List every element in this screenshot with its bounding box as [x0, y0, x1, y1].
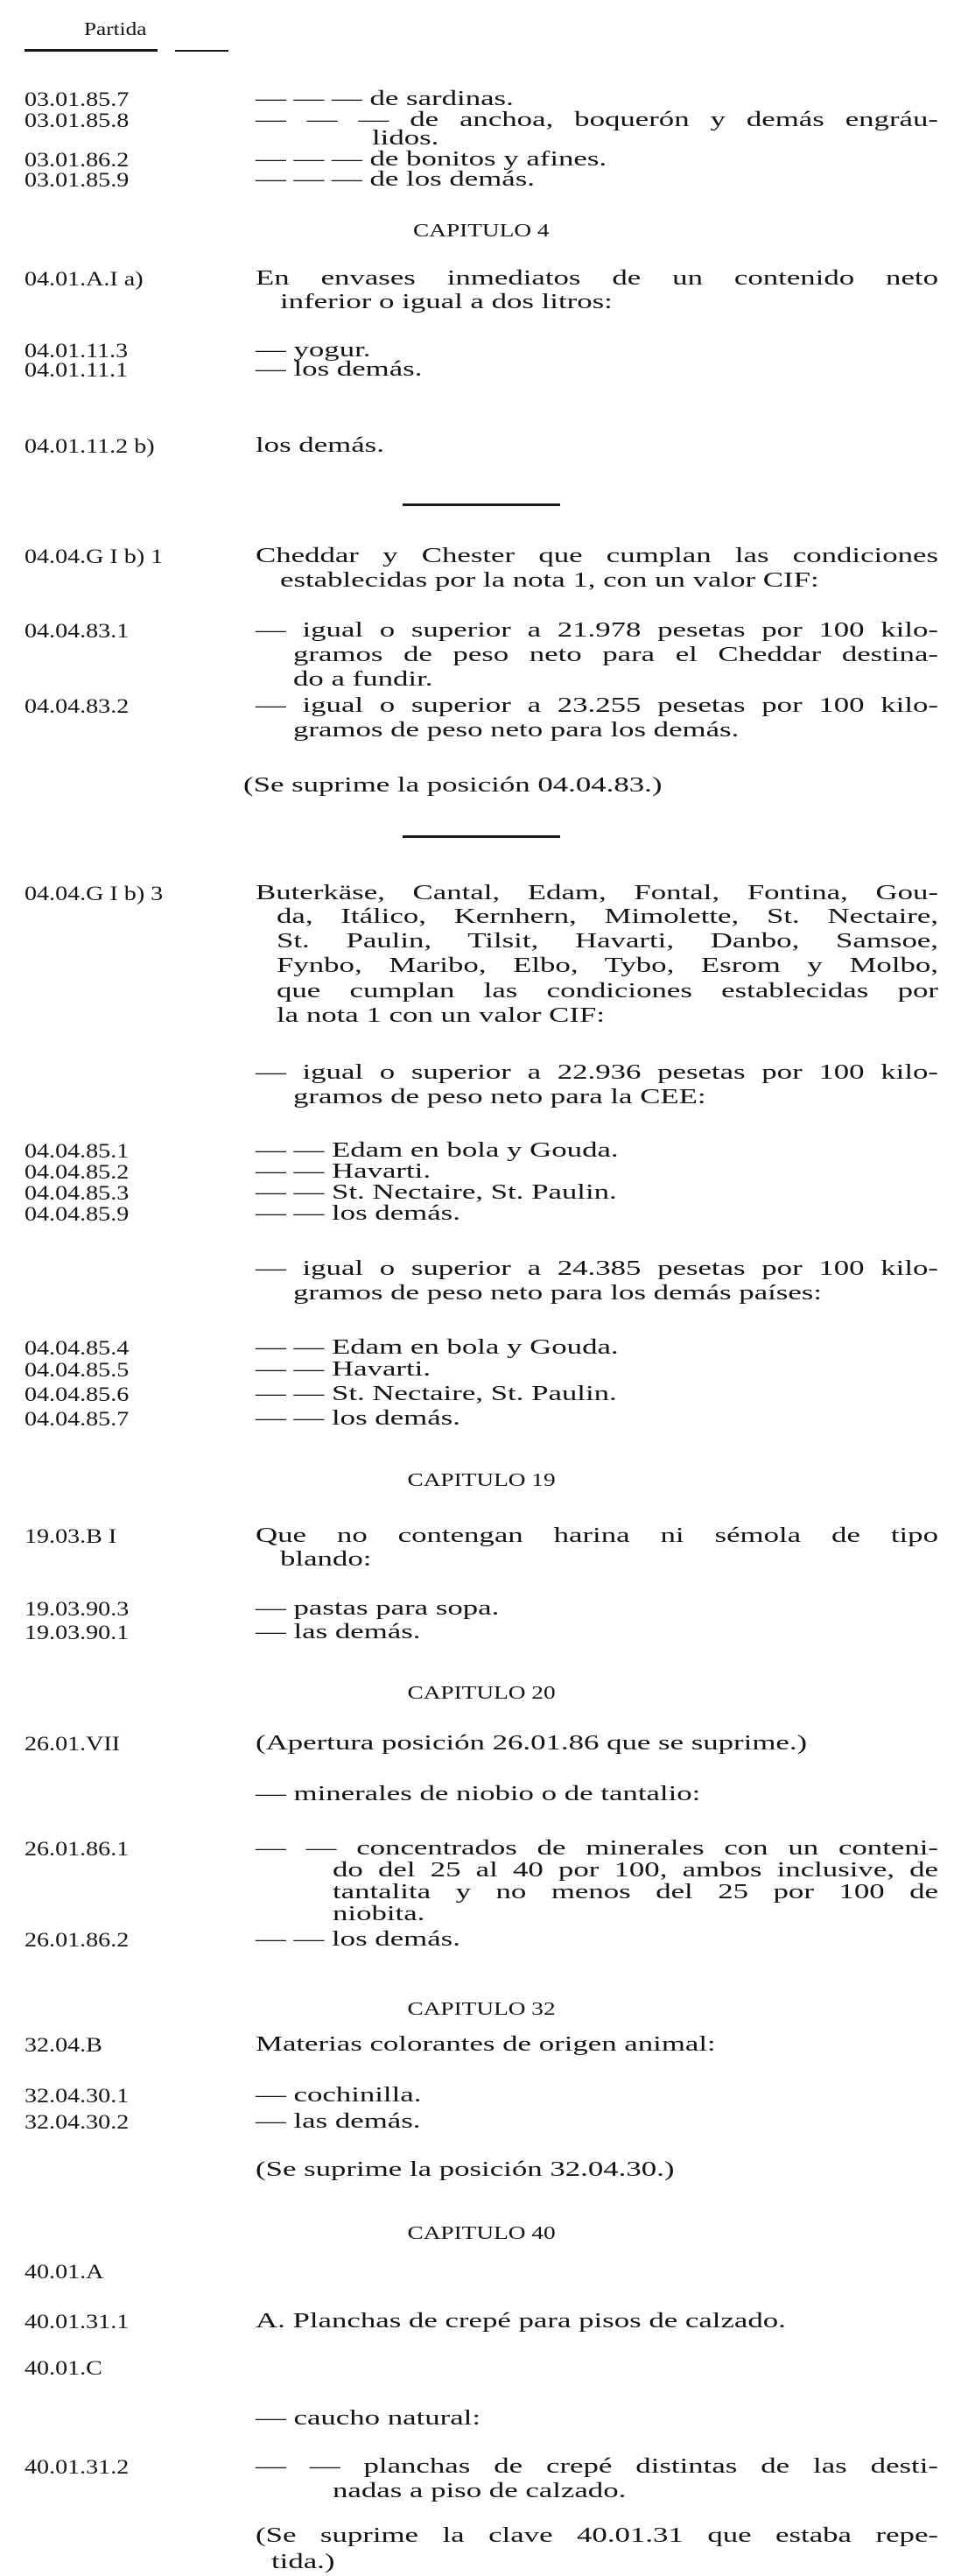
- description-line: tida.): [271, 2551, 335, 2573]
- description-line: — minerales de niobio o de tantalio:: [256, 1783, 701, 1805]
- description-line: — — — de bonitos y afines.: [256, 148, 607, 171]
- description-line: la nota 1 con un valor CIF:: [277, 1004, 606, 1027]
- description-line: — — — de sardinas.: [256, 88, 514, 110]
- tariff-code: 04.04.85.6: [25, 1383, 130, 1405]
- tariff-code: 19.03.B I: [25, 1525, 117, 1547]
- description-line: gramos de peso neto para la CEE:: [293, 1086, 706, 1109]
- description-line: — igual o superior a 24.385 pesetas por 100 kilo-: [256, 1257, 938, 1280]
- description-line: — — concentrados de minerales con un conteni-: [256, 1837, 938, 1860]
- tariff-code: 40.01.31.1: [25, 2311, 130, 2333]
- description-line: do a fundir.: [293, 668, 433, 691]
- description-line: Materias colorantes de origen animal:: [256, 2033, 716, 2056]
- description-line: da, Itálico, Kernhern, Mimolette, St. Nectaire,: [277, 905, 938, 928]
- tariff-code: 04.04.85.9: [25, 1203, 130, 1225]
- description-line: Cheddar y Chester que cumplan las condiciones: [256, 545, 938, 567]
- description-line: — — St. Nectaire, St. Paulin.: [256, 1383, 617, 1405]
- tariff-code: 03.01.85.9: [25, 169, 130, 191]
- description-line: Que no contengan harina ni sémola de tipo: [256, 1524, 938, 1547]
- header-underline-short: [175, 50, 228, 52]
- section-divider: [403, 503, 560, 506]
- description-line: gramos de peso neto para el Cheddar destina-: [293, 644, 938, 666]
- description-line: — — Havarti.: [256, 1358, 431, 1381]
- description-line: blando:: [280, 1548, 372, 1571]
- description-line: — las demás.: [256, 1621, 421, 1643]
- description-line: do del 25 al 40 por 100, ambos inclusive, de: [333, 1859, 938, 1882]
- description-line: (Se suprime la posición 32.04.30.): [256, 2158, 675, 2181]
- tariff-code: 04.04.85.7: [25, 1408, 130, 1430]
- description-line: — cochinilla.: [256, 2084, 422, 2107]
- tariff-code: 19.03.90.1: [25, 1622, 130, 1643]
- description-line: que cumplan las condiciones establecidas por: [277, 980, 938, 1003]
- tariff-code: 04.01.11.1: [25, 359, 129, 381]
- description-line: — — los demás.: [256, 1928, 460, 1951]
- description-line: lidos.: [372, 127, 439, 150]
- description-line: — caucho natural:: [256, 2407, 481, 2430]
- description-line: — igual o superior a 22.936 pesetas por 100 kilo-: [256, 1061, 938, 1084]
- description-line: — — planchas de crepé distintas de las desti-: [256, 2455, 938, 2478]
- chapter-heading: [0, 1681, 954, 1705]
- description-line: — — Edam en bola y Gouda.: [256, 1336, 619, 1359]
- tariff-code: 04.04.G I b) 3: [25, 883, 164, 904]
- tariff-code: 04.04.83.2: [25, 695, 130, 717]
- tariff-code: 04.04.G I b) 1: [25, 545, 164, 567]
- tariff-code: 26.01.VII: [25, 1733, 121, 1755]
- tariff-code: 40.01.A: [25, 2261, 104, 2283]
- tariff-code: 32.04.30.1: [25, 2085, 130, 2107]
- tariff-code: 04.04.85.2: [25, 1161, 130, 1183]
- chapter-heading: [0, 219, 954, 243]
- description-line: — yogur.: [256, 339, 371, 362]
- description-line: Buterkäse, Cantal, Edam, Fontal, Fontina, Gou-: [256, 882, 938, 904]
- description-line: — — — de anchoa, boquerón y demás engráu-: [256, 109, 938, 131]
- header-underline: [25, 49, 158, 52]
- description-line: — igual o superior a 21.978 pesetas por 100 kilo-: [256, 619, 938, 642]
- chapter-heading: [0, 1997, 954, 2021]
- tariff-code: 40.01.31.2: [25, 2456, 130, 2478]
- description-line: los demás.: [256, 434, 384, 457]
- chapter-heading-text: CAPITULO 19: [407, 1469, 556, 1490]
- tariff-code: 19.03.90.3: [25, 1598, 130, 1620]
- tariff-code: 04.04.85.4: [25, 1337, 130, 1359]
- description-line: nadas a piso de calzado.: [333, 2480, 627, 2502]
- tariff-code: 32.04.B: [25, 2034, 102, 2056]
- description-line: — — St. Nectaire, St. Paulin.: [256, 1181, 617, 1204]
- tariff-code: 03.01.85.8: [25, 109, 130, 131]
- description-line: niobita.: [333, 1903, 425, 1925]
- description-line: St. Paulin, Tilsit, Havarti, Danbo, Samsoe,: [277, 930, 938, 953]
- tariff-code: 04.04.85.3: [25, 1182, 130, 1204]
- description-line: — — — de los demás.: [256, 168, 535, 191]
- chapter-heading-text: CAPITULO 4: [413, 220, 550, 241]
- tariff-code: 04.04.85.1: [25, 1140, 130, 1162]
- description-line: — las demás.: [256, 2110, 421, 2133]
- tariff-code: 04.01.11.2 b): [25, 435, 155, 457]
- description-line: A. Planchas de crepé para pisos de calzado.: [256, 2310, 786, 2333]
- chapter-heading-text: CAPITULO 32: [407, 1998, 556, 2019]
- description-line: — — los demás.: [256, 1407, 460, 1430]
- chapter-heading: [0, 2221, 954, 2245]
- partida-label: Partida: [84, 18, 147, 39]
- description-line: (Se suprime la clave 40.01.31 que estaba repe-: [256, 2524, 938, 2547]
- chapter-heading-text: CAPITULO 40: [407, 2222, 556, 2243]
- description-line: gramos de peso neto para los demás.: [293, 719, 740, 742]
- description-line: Fynbo, Maribo, Elbo, Tybo, Esrom y Molbo,: [277, 954, 938, 977]
- description-line: gramos de peso neto para los demás países:: [293, 1282, 823, 1305]
- description-line: — pastas para sopa.: [256, 1597, 500, 1620]
- tariff-code: 04.04.85.5: [25, 1359, 130, 1381]
- section-divider: [403, 835, 560, 838]
- description-line: — los demás.: [256, 358, 423, 381]
- description-line: (Se suprime la posición 04.04.83.): [243, 774, 663, 797]
- tariff-code: 26.01.86.1: [25, 1838, 130, 1860]
- chapter-heading: [0, 1468, 954, 1492]
- description-line: tantalita y no menos del 25 por 100 de: [333, 1881, 938, 1904]
- description-line: — — Edam en bola y Gouda.: [256, 1139, 619, 1162]
- description-line: inferior o igual a dos litros:: [280, 291, 613, 313]
- description-line: establecidas por la nota 1, con un valor CIF:: [280, 569, 819, 592]
- chapter-heading-text: CAPITULO 20: [407, 1682, 556, 1703]
- tariff-code: 04.04.83.1: [25, 620, 130, 642]
- tariff-code: 04.01.11.3: [25, 340, 129, 362]
- tariff-code: 03.01.86.2: [25, 149, 130, 171]
- tariff-code: 04.01.A.I a): [25, 268, 144, 290]
- tariff-code: 32.04.30.2: [25, 2111, 130, 2133]
- tariff-code: 26.01.86.2: [25, 1929, 130, 1951]
- description-line: — — Havarti.: [256, 1160, 431, 1183]
- tariff-code: 03.01.85.7: [25, 88, 130, 110]
- description-line: — igual o superior a 23.255 pesetas por 100 kilo-: [256, 694, 938, 717]
- description-line: — — los demás.: [256, 1202, 460, 1225]
- tariff-code: 40.01.C: [25, 2357, 102, 2379]
- description-line: (Apertura posición 26.01.86 que se suprime.): [256, 1732, 808, 1755]
- description-line: En envases inmediatos de un contenido neto: [256, 267, 938, 290]
